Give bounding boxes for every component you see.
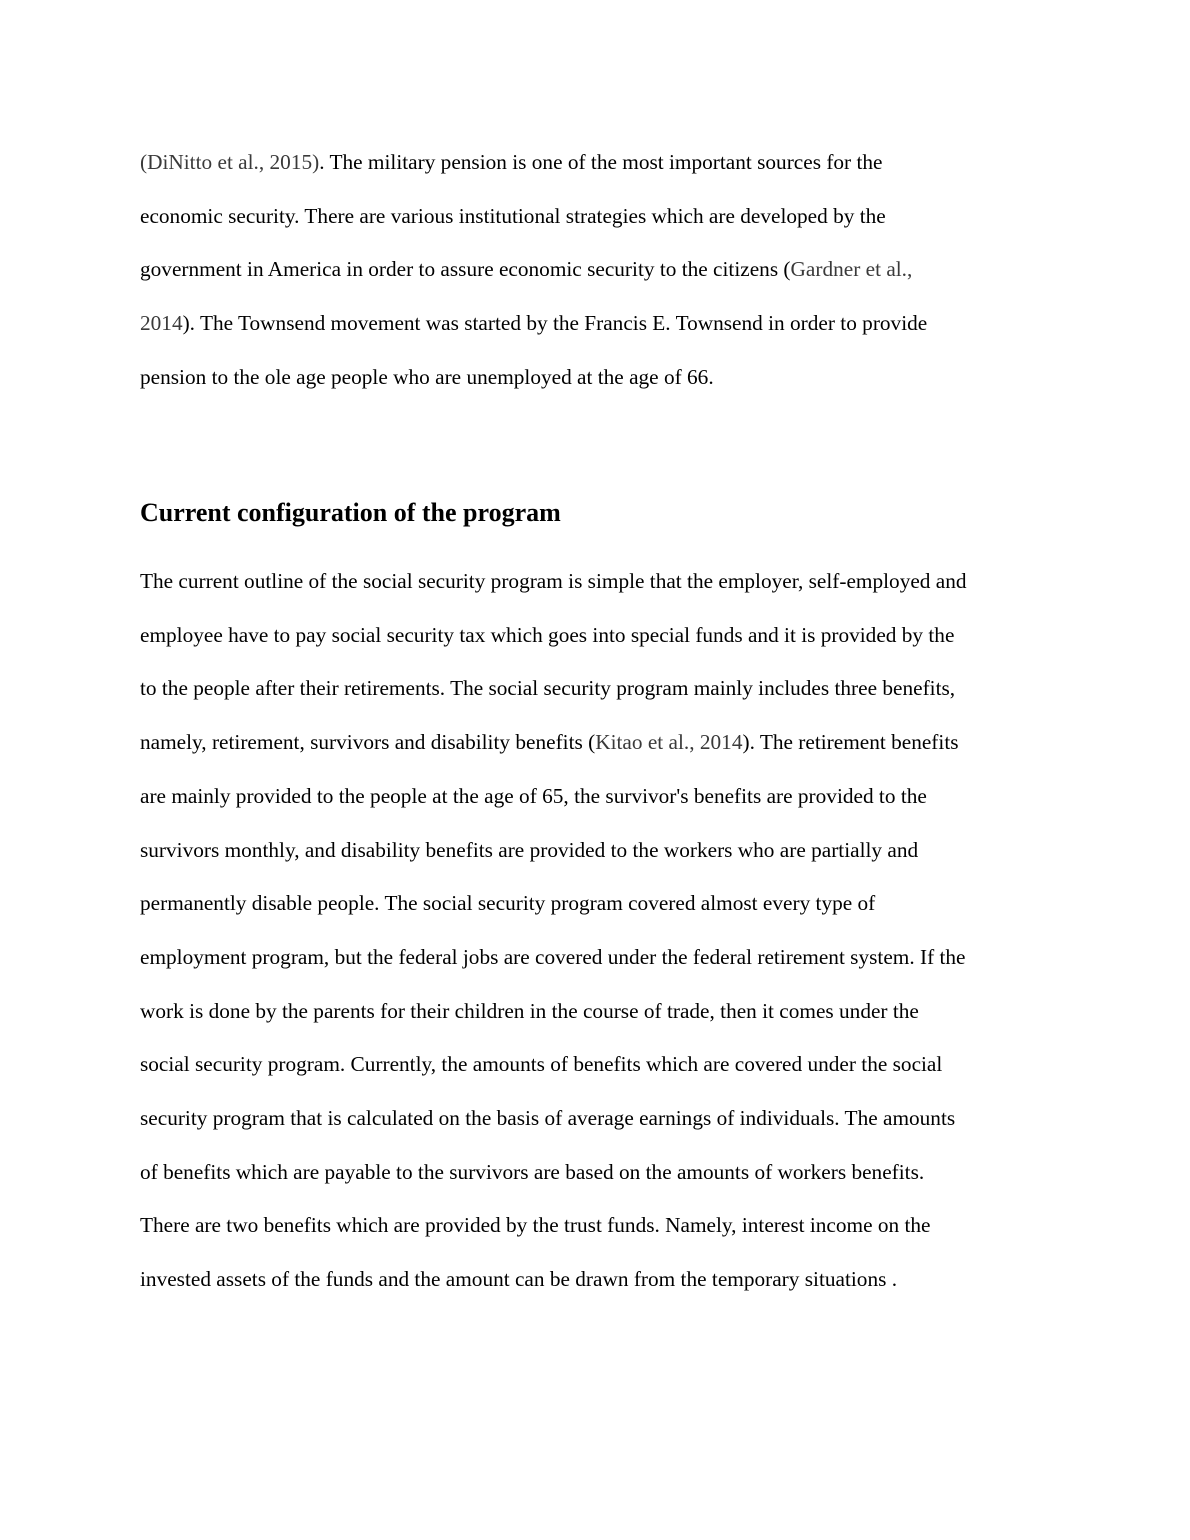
text-line: survivors monthly, and disability benefits are provided to the workers who are partially and [140, 837, 919, 862]
citation: Gardner et al., [790, 257, 913, 282]
citation: 2014 [140, 311, 183, 336]
text-line: social security program. Currently, the amounts of benefits which are covered under the social [140, 1052, 943, 1077]
paragraph-2 [140, 555, 1055, 1307]
text-run: ). The Townsend movement was started by the Francis E. Townsend in order to provide [182, 311, 928, 336]
citation: Kitao et al., 2014 [595, 730, 743, 755]
text-line: The current outline of the social security program is simple that the employer, self-employed and [140, 569, 967, 593]
paragraph-1 [140, 136, 1055, 405]
text-line: employment program, but the federal jobs are covered under the federal retirement system. If the [140, 944, 966, 969]
text-line: economic security. There are various institutional strategies which are developed by the [140, 203, 886, 228]
text-line [140, 243, 1055, 297]
text-run: government in America in order to assure economic security to the citizens ( [140, 257, 791, 282]
text-line: permanently disable people. The social security program covered almost every type of [140, 891, 876, 916]
citation: (DiNitto et al., 2015) [140, 150, 320, 174]
text-line: are mainly provided to the people at the age of 65, the survivor's benefits are provided to the [140, 783, 927, 808]
text-line: employee have to pay social security tax which goes into special funds and it is provided by the [140, 622, 955, 647]
text-run: ). The retirement benefits [742, 730, 959, 755]
text-line: There are two benefits which are provided by the trust funds. Namely, interest income on the [140, 1213, 931, 1238]
document-page [140, 136, 1055, 1292]
text-line: security program that is calculated on the basis of average earnings of individuals. The amounts [140, 1106, 956, 1131]
section-heading: Current configuration of the program [140, 498, 561, 527]
text-line: of benefits which are payable to the survivors are based on the amounts of workers benefits. [140, 1159, 925, 1184]
text-line [140, 297, 1055, 351]
text-line: pension to the ole age people who are unemployed at the age of 66. [140, 364, 714, 389]
text-line: to the people after their retirements. The social security program mainly includes three benefits, [140, 676, 956, 701]
text-line [140, 716, 1055, 770]
text-run: . The military pension is one of the most important sources for the [319, 150, 883, 174]
text-line: work is done by the parents for their children in the course of trade, then it comes under the [140, 998, 919, 1023]
text-line: invested assets of the funds and the amount can be drawn from the temporary situations . [140, 1267, 898, 1292]
text-run: namely, retirement, survivors and disability benefits ( [140, 730, 596, 755]
text-line [140, 136, 1055, 190]
